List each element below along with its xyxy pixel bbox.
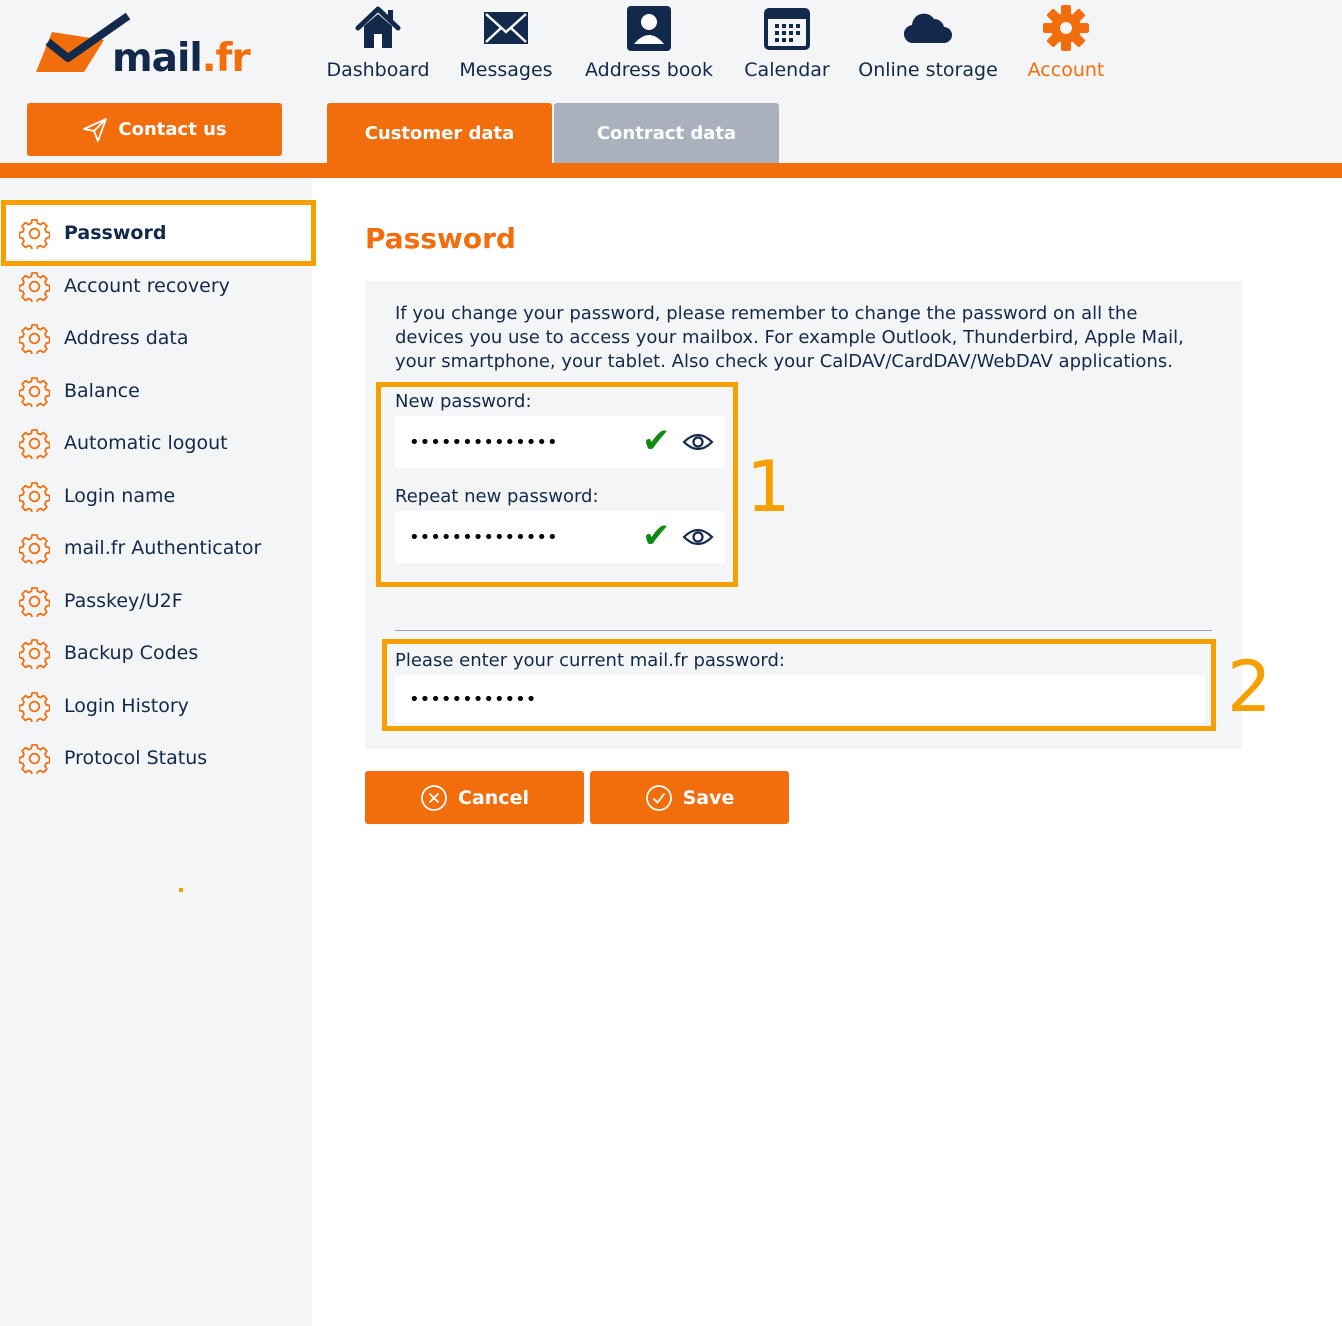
sidebar-item-authenticator[interactable] xyxy=(0,522,312,574)
sidebar-item-label: Backup Codes xyxy=(64,642,199,664)
sidebar-item-login-name[interactable] xyxy=(0,470,312,522)
nav-messages-label: Messages xyxy=(459,59,553,81)
sidebar-item-backup-codes[interactable] xyxy=(0,627,312,679)
sidebar-item-label: mail.fr Authenticator xyxy=(64,537,262,559)
sidebar-item-passkey[interactable] xyxy=(0,575,312,627)
paper-plane-icon xyxy=(82,117,108,143)
sidebar-item-balance[interactable] xyxy=(0,365,312,417)
home-icon xyxy=(352,2,404,54)
page-title: Password xyxy=(365,222,516,255)
gear-icon xyxy=(19,376,50,407)
logo-text-fr: .fr xyxy=(201,36,250,81)
contact-us-label: Contact us xyxy=(118,119,227,140)
sidebar-item-automatic-logout[interactable] xyxy=(0,417,312,469)
gear-icon xyxy=(19,533,50,564)
annotation-number-2: 2 xyxy=(1227,646,1272,728)
nav-dashboard-label: Dashboard xyxy=(326,59,430,81)
eye-icon[interactable] xyxy=(682,526,714,548)
nav-messages[interactable] xyxy=(458,0,554,81)
sidebar-item-account-recovery[interactable] xyxy=(0,260,312,312)
sidebar-item-label: Password xyxy=(64,222,167,244)
nav-account-label: Account xyxy=(1027,59,1105,81)
gear-icon xyxy=(19,428,50,459)
nav-address-book-label: Address book xyxy=(584,59,714,81)
nav-calendar-label: Calendar xyxy=(744,59,830,81)
eye-icon[interactable] xyxy=(682,431,714,453)
nav-account[interactable] xyxy=(1026,0,1106,81)
logo-text-mail: mail xyxy=(112,36,202,81)
cancel-button[interactable] xyxy=(365,771,584,824)
sidebar-item-label: Balance xyxy=(64,380,140,402)
save-button-label: Save xyxy=(682,786,735,809)
sidebar-item-protocol-status[interactable] xyxy=(0,732,312,784)
contact-us-button[interactable] xyxy=(27,103,282,156)
annotation-number-1: 1 xyxy=(746,446,791,528)
repeat-password-field[interactable] xyxy=(395,511,725,563)
circle-check-icon xyxy=(645,784,673,812)
calendar-icon xyxy=(761,2,813,54)
contact-card-icon xyxy=(623,2,675,54)
header-divider-bar xyxy=(0,163,1342,178)
logo-text xyxy=(112,36,250,81)
logo[interactable] xyxy=(32,12,250,82)
new-password-field[interactable] xyxy=(395,416,725,468)
sidebar-item-label: Protocol Status xyxy=(64,747,208,769)
sidebar-item-label: Login name xyxy=(64,485,176,507)
password-info-text xyxy=(395,302,1210,374)
tab-contract-data[interactable]: Contract data xyxy=(554,103,779,163)
gear-icon xyxy=(19,638,50,669)
envelope-icon xyxy=(480,2,532,54)
gear-icon xyxy=(19,743,50,774)
save-button[interactable] xyxy=(590,771,789,824)
repeat-password-valid-check-icon: ✔ xyxy=(642,516,671,556)
sidebar-item-label: Login History xyxy=(64,695,189,717)
section-divider xyxy=(395,630,1212,631)
repeat-password-label: Repeat new password: xyxy=(395,486,599,507)
tab-customer-data[interactable]: Customer data xyxy=(327,103,552,163)
sidebar-item-label: Automatic logout xyxy=(64,432,228,454)
sidebar-item-password[interactable] xyxy=(0,207,312,259)
sidebar-item-address-data[interactable] xyxy=(0,312,312,364)
sidebar-item-label: Address data xyxy=(64,327,189,349)
gear-icon xyxy=(19,218,50,249)
info-line: your smartphone, your tablet. Also check your CalDAV/CardDAV/WebDAV applications. xyxy=(395,351,1173,372)
circle-x-icon xyxy=(420,784,448,812)
gear-icon xyxy=(19,323,50,354)
gear-icon xyxy=(19,481,50,512)
nav-address-book[interactable] xyxy=(584,0,714,81)
new-password-valid-check-icon: ✔ xyxy=(642,421,671,461)
sidebar-item-label: Account recovery xyxy=(64,275,230,297)
current-password-label: Please enter your current mail.fr password: xyxy=(395,650,785,671)
gear-icon xyxy=(1040,2,1092,54)
info-line: If you change your password, please remember to change the password on all the xyxy=(395,303,1138,324)
gear-icon xyxy=(19,691,50,722)
nav-online-storage[interactable] xyxy=(860,0,996,81)
cloud-icon xyxy=(902,2,954,54)
nav-online-storage-label: Online storage xyxy=(858,59,998,81)
gear-icon xyxy=(19,271,50,302)
new-password-label: New password: xyxy=(395,391,532,412)
gear-icon xyxy=(19,586,50,617)
nav-dashboard[interactable] xyxy=(328,0,428,81)
sidebar-item-label: Passkey/U2F xyxy=(64,590,183,612)
nav-calendar[interactable] xyxy=(744,0,830,81)
cancel-button-label: Cancel xyxy=(458,786,529,809)
current-password-field[interactable] xyxy=(395,675,1205,723)
sidebar-item-login-history[interactable] xyxy=(0,680,312,732)
stray-dot xyxy=(179,888,183,892)
info-line: devices you use to access your mailbox. For example Outlook, Thunderbird, Apple Mail, xyxy=(395,327,1184,348)
